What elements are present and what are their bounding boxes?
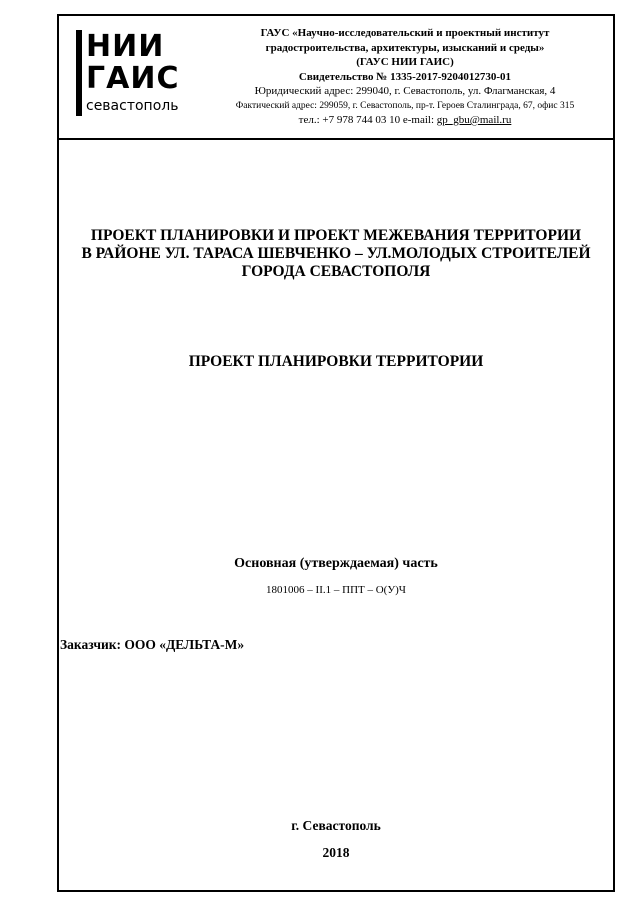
organization-info [200, 26, 610, 128]
title-line-1: ПРОЕКТ ПЛАНИРОВКИ И ПРОЕКТ МЕЖЕВАНИЯ ТЕРРИТОРИИ [90, 227, 582, 244]
page-frame [57, 14, 615, 892]
org-phone: тел.: +7 978 744 03 10 [298, 114, 401, 126]
city: г. Севастополь [291, 818, 381, 833]
logo-line-1: НИИ [86, 29, 165, 64]
logo-bar [76, 30, 82, 116]
org-name-line-2: градостроительства, архитектуры, изысканий и среды» [265, 41, 545, 54]
org-certificate: Свидетельство № 1335-2017-9204012730-01 [298, 70, 512, 83]
title-line-3: ГОРОДА СЕВАСТОПОЛЯ [241, 263, 431, 280]
org-actual-address: Фактический адрес: 299059, г. Севастополь, пр-т. Героев Сталинграда, 67, офис 315 [235, 100, 575, 111]
customer-line: Заказчик: ООО «ДЕЛЬТА-М» [60, 637, 245, 652]
document-title [60, 227, 612, 281]
logo-line-3: севастополь [86, 98, 179, 114]
document-code: 1801006 – II.1 – ППТ – О(У)Ч [266, 584, 406, 596]
part-title: Основная (утверждаемая) часть [234, 556, 438, 571]
org-email-link[interactable]: gp_gbu@mail.ru [436, 114, 512, 126]
org-contacts [200, 113, 610, 128]
document-subtitle: ПРОЕКТ ПЛАНИРОВКИ ТЕРРИТОРИИ [188, 353, 484, 370]
org-legal-address: Юридический адрес: 299040, г. Севастополь, ул. Флагманская, 4 [254, 85, 556, 97]
org-short-name: (ГАУС НИИ ГАИС) [356, 56, 454, 68]
year: 2018 [322, 845, 350, 860]
org-email-label: e-mail: [402, 114, 434, 126]
organization-logo [76, 30, 196, 120]
title-line-2: В РАЙОНЕ УЛ. ТАРАСА ШЕВЧЕНКО – УЛ.МОЛОДЫХ СТРОИТЕЛЕЙ [81, 245, 591, 262]
org-name-line-1: ГАУС «Научно-исследовательский и проектный институт [260, 27, 550, 39]
logo-line-2: ГАИС [86, 61, 180, 96]
